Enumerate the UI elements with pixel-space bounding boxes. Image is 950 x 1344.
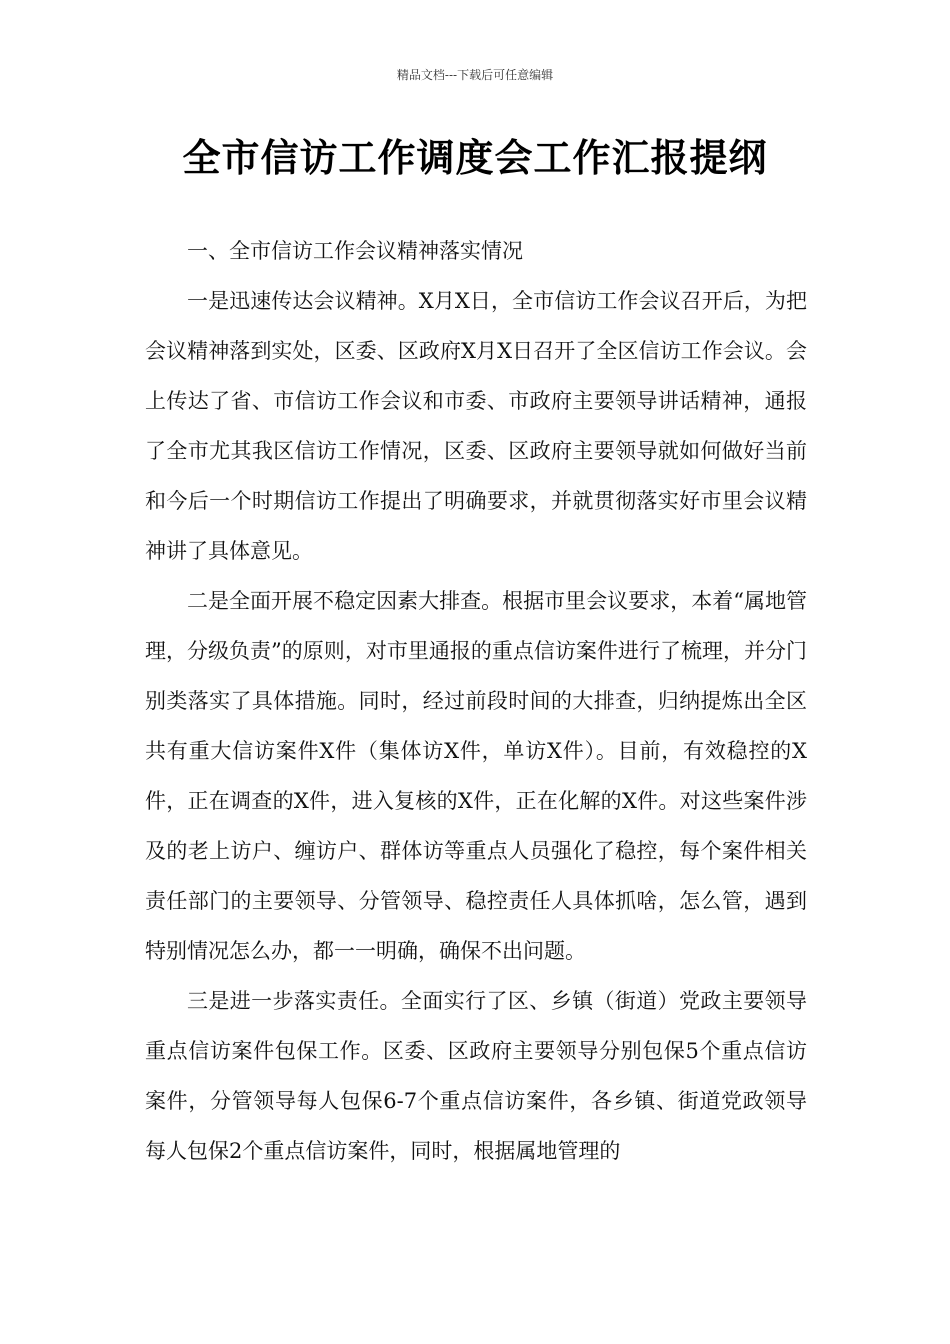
paragraph-1: 一是迅速传达会议精神。X月X日，全市信访工作会议召开后，为把会议精神落到实处，区委、区政府X月X日召开了全区信访工作会议。会上传达了省、市信访工作会议和市委、市政府主要领导讲话精神，通报了全市尤其我区信访工作情况，区委、区政府主要领导就如何做好当前和今后一个时期信访工作提出了明确要求，并就贯彻落实好市里会议精神讲了具体意见。 bbox=[145, 289, 807, 563]
section-heading-1: 一、全市信访工作会议精神落实情况 bbox=[187, 239, 523, 263]
document-title: 全市信访工作调度会工作汇报提纲 bbox=[182, 136, 768, 180]
header-note: 精品文档---下载后可任意编辑 bbox=[396, 68, 554, 82]
document-body bbox=[145, 226, 807, 1176]
paragraph-2: 二是全面开展不稳定因素大排查。根据市里会议要求，本着“属地管理，分级负责”的原则，对市里通报的重点信访案件进行了梳理，并分门别类落实了具体措施。同时，经过前段时间的大排查，归纳提炼出全区共有重大信访案件X件（集体访X件，单访X件）。目前，有效稳控的X件，正在调查的X件，进入复核的X件，正在化解的X件。对这些案件涉及的老上访户、缠访户、群体访等重点人员强化了稳控，每个案件相关责任部门的主要领导、分管领导、稳控责任人具体抓啥，怎么管，遇到特别情况怎么办，都一一明确，确保不出问题。 bbox=[145, 589, 807, 963]
paragraph-3: 三是进一步落实责任。全面实行了区、乡镇（街道）党政主要领导重点信访案件包保工作。区委、区政府主要领导分别包保5个重点信访案件，分管领导每人包保6-7个重点信访案件，各乡镇、街道党政领导每人包保2个重点信访案件，同时，根据属地管理的 bbox=[145, 989, 807, 1163]
